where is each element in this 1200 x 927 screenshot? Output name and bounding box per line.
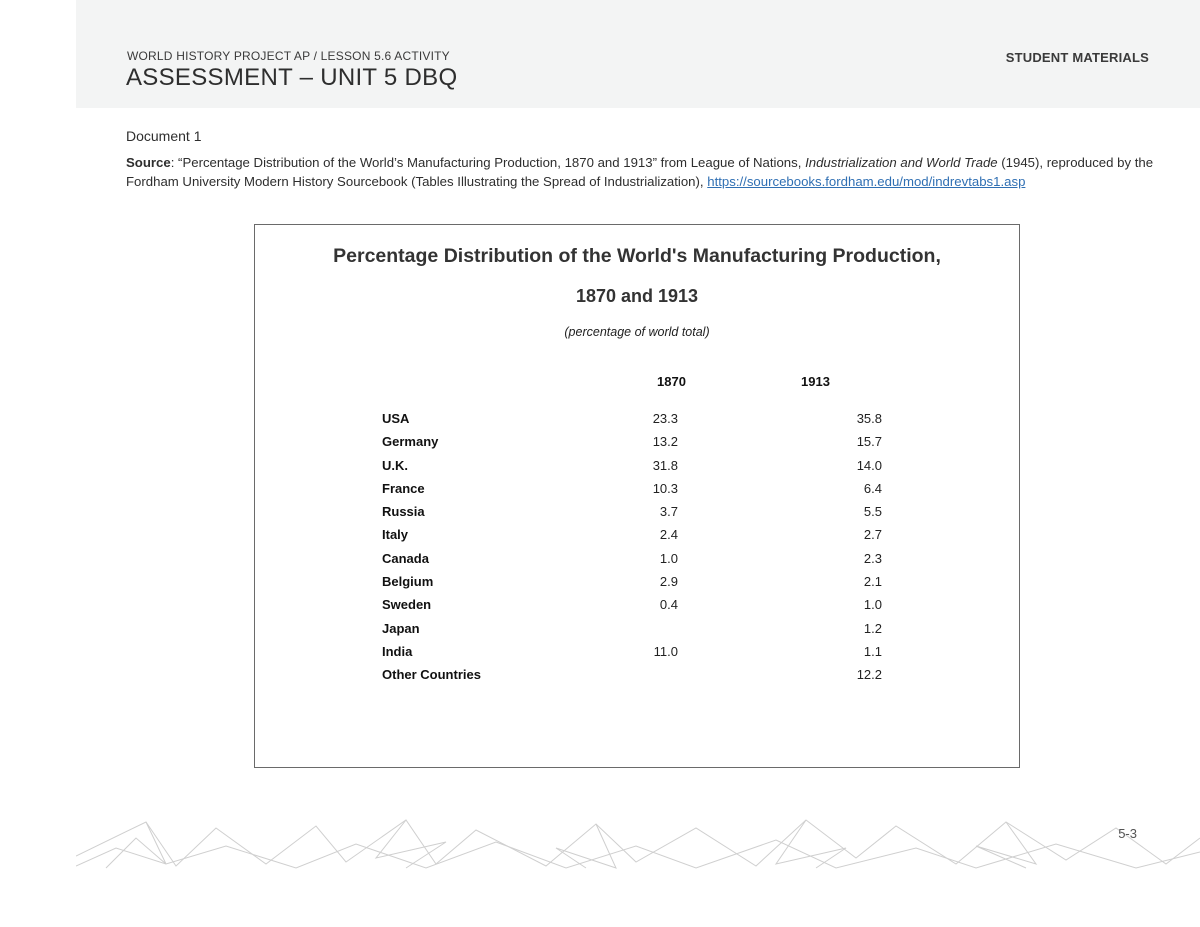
- page-title: ASSESSMENT – UNIT 5 DBQ: [126, 64, 458, 91]
- value-1870: 11.0: [653, 643, 678, 659]
- value-1870: 3.7: [659, 504, 678, 520]
- source-text-2: (1945), reproduced by the Fordham University Modern History Sourcebook (Tables Illustrating the Spread of Industrialization),: [126, 155, 1154, 189]
- value-1913: 1.2: [863, 620, 882, 636]
- country-name: Japan: [382, 620, 420, 636]
- lesson-kicker: WORLD HISTORY PROJECT AP / LESSON 5.6 ACTIVITY: [127, 49, 450, 63]
- table-figure: [254, 224, 1020, 768]
- country-name: Russia: [382, 504, 425, 520]
- table-row: [382, 644, 882, 667]
- country-name: Sweden: [382, 597, 432, 613]
- source-text-1: : “Percentage Distribution of the World’s Manufacturing Production, 1870 and 1913” from League of Nations,: [170, 155, 806, 170]
- table-body: [382, 411, 882, 691]
- page-number: 5-3: [1118, 826, 1137, 841]
- table-row: [382, 458, 882, 481]
- table-row: [382, 434, 882, 457]
- country-name: Canada: [382, 550, 429, 566]
- column-header-1870: 1870: [657, 374, 686, 389]
- table-row: [382, 597, 882, 620]
- country-name: USA: [382, 411, 410, 426]
- country-name: Italy: [382, 527, 409, 543]
- value-1870: 0.4: [659, 597, 678, 613]
- source-label: Source: [126, 155, 171, 170]
- value-1913: 2.3: [863, 550, 882, 566]
- value-1870: 23.3: [652, 411, 678, 426]
- country-name: U.K.: [382, 457, 408, 473]
- table-row: [382, 574, 882, 597]
- table-title: Percentage Distribution of the World's Manufacturing Production,: [333, 245, 941, 267]
- value-1913: 12.2: [856, 667, 882, 683]
- value-1913: 15.7: [856, 434, 882, 450]
- value-1913: 5.5: [863, 504, 882, 520]
- student-materials-label: STUDENT MATERIALS: [1005, 50, 1149, 65]
- value-1870: 13.2: [652, 434, 678, 450]
- country-name: France: [382, 480, 425, 496]
- value-1913: 2.7: [863, 527, 882, 543]
- value-1913: 14.0: [856, 457, 882, 473]
- table-subtitle: (percentage of world total): [564, 325, 710, 339]
- table-row: [382, 621, 882, 644]
- source-citation: [126, 153, 1156, 191]
- value-1913: 6.4: [863, 480, 882, 496]
- value-1913: 35.8: [856, 411, 882, 426]
- source-book-title: Industrialization and World Trade: [805, 155, 998, 170]
- country-name: Germany: [382, 434, 439, 450]
- table-row: [382, 667, 882, 690]
- decorative-footer-pattern: [76, 818, 1200, 870]
- value-1913: 1.0: [863, 597, 882, 613]
- country-name: Other Countries: [382, 667, 481, 683]
- value-1870: 31.8: [652, 457, 678, 473]
- column-header-1913: 1913: [801, 374, 830, 389]
- value-1870: 1.0: [659, 550, 678, 566]
- value-1913: 1.1: [863, 643, 882, 659]
- page-header: [76, 0, 1200, 108]
- document-label: Document 1: [126, 128, 202, 144]
- table-row: [382, 527, 882, 550]
- source-link[interactable]: https://sourcebooks.fordham.edu/mod/indrevtabs1.asp: [707, 174, 1026, 189]
- country-name: India: [382, 643, 413, 659]
- table-title-years: 1870 and 1913: [575, 286, 699, 306]
- table-row: [382, 504, 882, 527]
- country-name: Belgium: [382, 574, 434, 590]
- value-1913: 2.1: [863, 574, 882, 590]
- table-row: [382, 411, 882, 434]
- value-1870: 2.4: [659, 527, 678, 543]
- table-row: [382, 551, 882, 574]
- value-1870: 2.9: [659, 574, 678, 590]
- table-row: [382, 481, 882, 504]
- value-1870: 10.3: [652, 480, 678, 496]
